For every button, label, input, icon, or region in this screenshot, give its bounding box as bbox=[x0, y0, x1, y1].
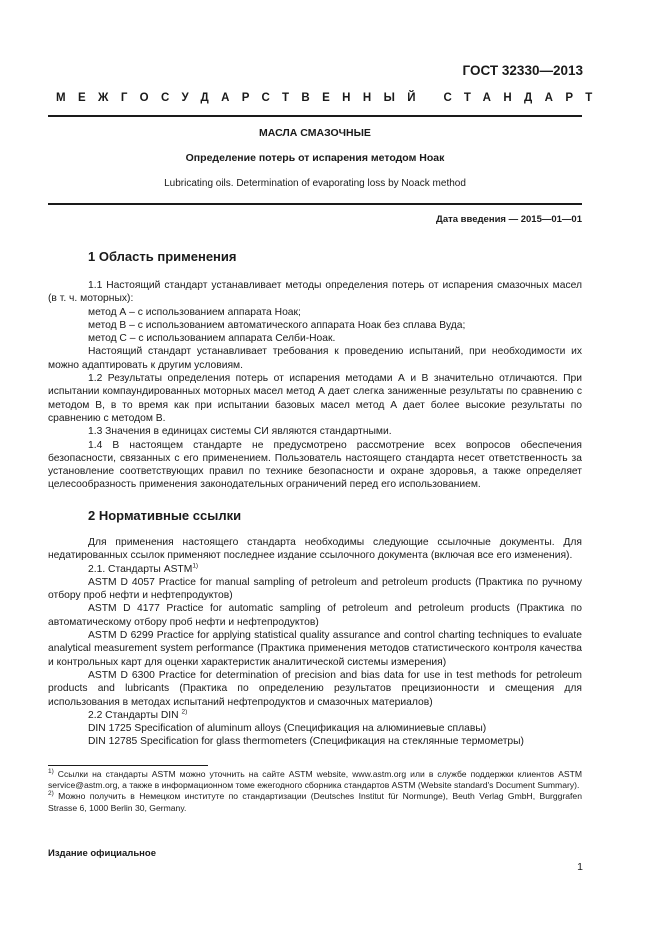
footnote-2-mark: 2) bbox=[48, 790, 54, 798]
official-edition-label: Издание официальное bbox=[48, 848, 156, 859]
astm-standards-label bbox=[48, 563, 582, 576]
reference-item: ASTM D 4057 Practice for manual sampling of petroleum and petroleum products (Практика по ручному отбору проб нефти и нефтепродуктов) bbox=[48, 576, 582, 602]
footnotes bbox=[48, 769, 582, 814]
reference-item: DIN 1725 Specification of aluminum alloys (Спецификация на алюминиевые сплавы) bbox=[88, 723, 487, 735]
reference-item: ASTM D 4177 Practice for automatic sampling of petroleum and petroleum products (Практика по автоматическому отбору проб нефти и нефтепродуктов) bbox=[48, 603, 582, 628]
footnote-1-text: Ссылки на стандарты ASTM можно уточнить на сайте ASTM website, www.astm.org или в службе поддержки клиентов ASTM service@astm.org, а также в информационном томе ежегодного сборника стандартов ASTM (Website standard's Document Summary). bbox=[48, 769, 582, 791]
paragraph: метод А – с использованием аппарата Ноак; bbox=[88, 306, 301, 318]
footnote-ref-2: 2) bbox=[181, 708, 188, 716]
document-title-english: Lubricating oils. Determination of evaporating loss by Noack method bbox=[164, 178, 466, 189]
section-1-body bbox=[48, 279, 582, 492]
astm-label-text: 2.1. Стандарты ASTM bbox=[88, 563, 193, 575]
section-2-body bbox=[48, 536, 582, 749]
document-number: ГОСТ 32330—2013 bbox=[462, 63, 583, 78]
footnote-2 bbox=[48, 791, 582, 813]
interstate-standard-label: МЕЖГОСУДАРСТВЕННЫЙ СТАНДАРТ bbox=[56, 92, 605, 104]
header-divider bbox=[48, 115, 582, 117]
paragraph: метод В – с использованием автоматического аппарата Ноак без сплава Вуда; bbox=[88, 319, 466, 331]
page-number: 1 bbox=[577, 861, 583, 873]
document-subtitle: Определение потерь от испарения методом Ноак bbox=[185, 152, 445, 164]
din-label-text: 2.2 Стандарты DIN bbox=[88, 709, 179, 721]
din-standards-label bbox=[48, 709, 582, 722]
section-2-heading: 2 Нормативные ссылки bbox=[88, 508, 242, 523]
paragraph: Для применения настоящего стандарта необходимы следующие ссылочные документы. Для недатированных ссылок применяют последнее издание ссылочного документа (включая все его изменения). bbox=[48, 537, 582, 562]
footnote-2-text: Можно получить в Немецком институте по стандартизации (Deutsches Institut für Normunge), Beuth Verlag GmbH, Burggrafen Strasse 6, 1000 Berlin 30, Germany. bbox=[48, 791, 582, 813]
footnote-divider bbox=[48, 765, 208, 766]
paragraph: 1.2 Результаты определения потерь от испарения методами А и В значительно отличаются. При испытании компаундированных моторных масел метод А дает слегка заниженные результаты по сравнению с методом В, в то время как при испытании базовых масел метод А дает более высокие результаты по сравнению с методом В. bbox=[48, 373, 582, 424]
paragraph: 1.4 В настоящем стандарте не предусмотрено рассмотрение всех вопросов обеспечения безопасности, связанных с его применением. Пользователь настоящего стандарта несет ответственность за установление соответствующих правил по технике безопасности и охране здоровья, а также определяет целесообразность применения законодательных ограничений перед его использованием. bbox=[48, 439, 582, 491]
reference-item: ASTM D 6300 Practice for determination of precision and bias data for use in test methods for petroleum products and lubricants (Практика по определению результатов прецизионности и смещения для использования в методах испытаний нефтепродуктов и смазочных материалов) bbox=[48, 669, 582, 708]
introduction-date: Дата введения — 2015—01—01 bbox=[436, 214, 582, 225]
reference-item: DIN 12785 Specification for glass thermometers (Спецификация на стеклянные термометры) bbox=[88, 736, 524, 748]
reference-item: ASTM D 6299 Practice for applying statistical quality assurance and control charting techniques to evaluate analytical measurement system performance (Практика применения методов статистического контроля качества и контрольных карт для оценки характеристик аналитической системы измерения) bbox=[48, 630, 582, 668]
paragraph: 1.3 Значения в единицах системы СИ являются стандартными. bbox=[88, 426, 392, 438]
footnote-1-mark: 1) bbox=[48, 768, 54, 776]
document-title: МАСЛА СМАЗОЧНЫЕ bbox=[259, 127, 371, 139]
footnote-ref-1: 1) bbox=[192, 562, 199, 570]
paragraph: Настоящий стандарт устанавливает требования к проведению испытаний, при необходимости их можно адаптировать к другим условиям. bbox=[48, 346, 582, 371]
paragraph: метод С – с использованием аппарата Селби-Ноак. bbox=[88, 333, 336, 345]
title-divider bbox=[48, 203, 582, 205]
paragraph: 1.1 Настоящий стандарт устанавливает методы определения потерь от испарения смазочных масел (в т. ч. моторных): bbox=[48, 280, 582, 305]
section-1-heading: 1 Область применения bbox=[88, 249, 237, 264]
footnote-1 bbox=[48, 769, 582, 791]
